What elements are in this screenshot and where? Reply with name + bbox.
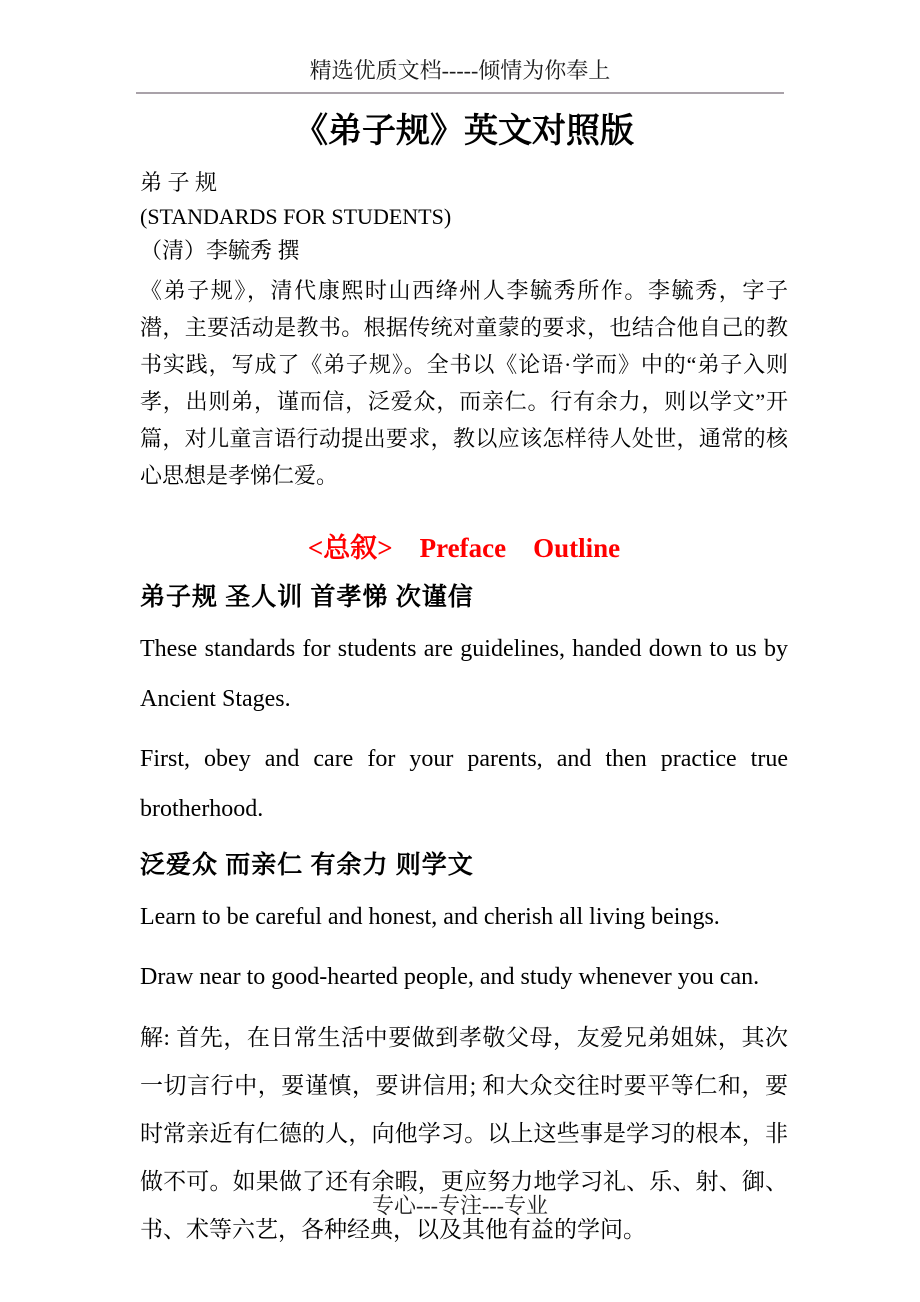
- document-title: 《弟子规》英文对照版: [294, 113, 634, 150]
- header-divider: [136, 92, 784, 94]
- footer-slogan-text: 专心---专注---专业: [372, 1193, 548, 1218]
- page-footer: [0, 1192, 920, 1220]
- work-name-en: (STANDARDS FOR STUDENTS): [140, 204, 452, 229]
- verse2-english-2: Draw near to good-hearted people, and study whenever you can.: [140, 964, 760, 990]
- explanation-paragraph: 解: 首先，在日常生活中要做到孝敬父母，友爱兄弟姐妹，其次一切言行中，要谨慎，要讲信用; 和大众交往时要平等仁和，要时常亲近有仁德的人，向他学习。以上这些事是学习的根本，非做不可。如果做了还有余暇，更应努力地学习礼、乐、射、御、书、术等六艺，各种经典，以及其他有益的学问。: [140, 1025, 788, 1242]
- verse2-english-1: Learn to be careful and honest, and cherish all living beings.: [140, 904, 720, 930]
- work-name-cn: 弟 子 规: [140, 170, 218, 195]
- author-line: （清）李毓秀 撰: [140, 238, 300, 263]
- verse-line-1: 弟子规 圣人训 首孝悌 次谨信: [140, 584, 474, 611]
- verse1-english-2: First, obey and care for your parents, and then practice true brotherhood.: [140, 746, 788, 822]
- document-body: [140, 110, 788, 1254]
- intro-paragraph: 《弟子规》，清代康熙时山西绛州人李毓秀所作。李毓秀，字子潜，主要活动是教书。根据传统对童蒙的要求，也结合他自己的教书实践，写成了《弟子规》。全书以《论语·学而》中的“弟子入则孝，出则弟，谨而信，泛爱众，而亲仁。行有余力，则以学文”开篇，对儿童言语行动提出要求，教以应该怎样待人处世，通常的核心思想是孝悌仁爱。: [140, 278, 788, 488]
- verse-line-2: 泛爱众 而亲仁 有余力 则学文: [140, 852, 474, 879]
- section-heading: <总叙> Preface Outline: [307, 533, 621, 563]
- page-header: [0, 0, 920, 85]
- header-banner-text: 精选优质文档-----倾情为你奉上: [309, 58, 611, 83]
- verse1-english-1: These standards for students are guidelines, handed down to us by Ancient Stages.: [140, 636, 788, 712]
- document-meta: [140, 166, 788, 268]
